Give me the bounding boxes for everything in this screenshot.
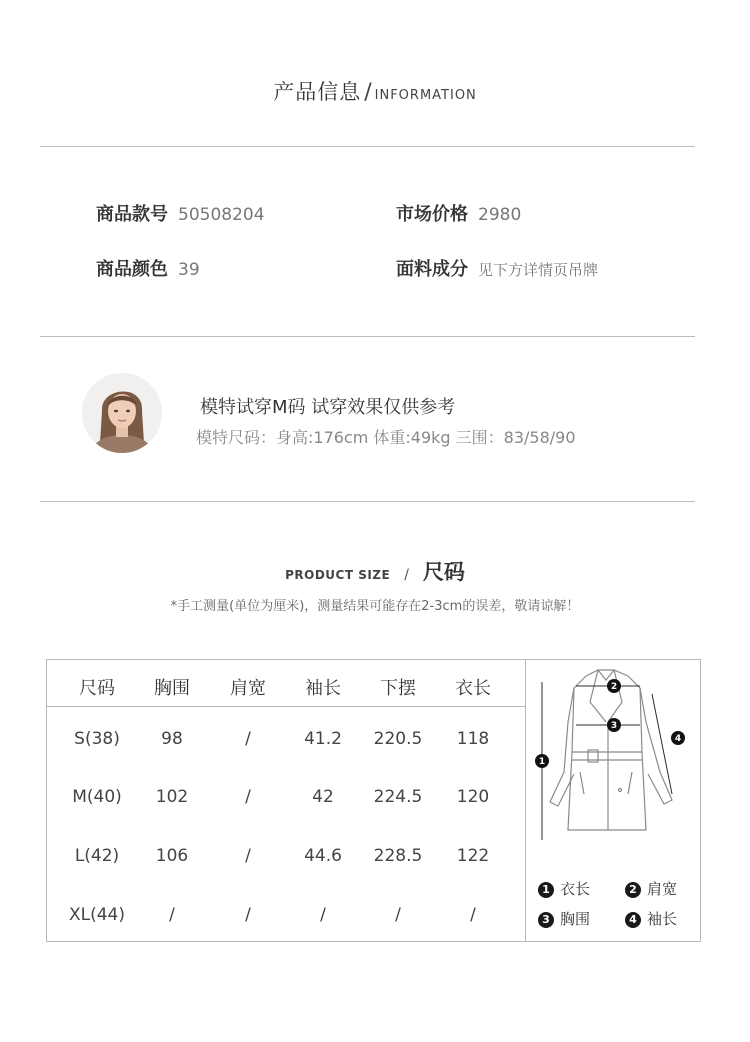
table-header-shoulder: 肩宽: [230, 678, 266, 699]
table-header-length: 衣长: [455, 678, 491, 699]
marker-2: 2: [610, 682, 618, 692]
model-fit-title: 模特试穿M码 试穿效果仅供参考: [200, 397, 456, 418]
table-cell: 106: [155, 846, 189, 866]
table-header-sleeve: 袖长: [305, 678, 341, 699]
legend-label: 肩宽: [647, 880, 678, 898]
info-title-separator: /: [364, 80, 372, 105]
table-cell: /: [245, 905, 251, 925]
marker-3: 3: [610, 721, 618, 731]
marker-1: 1: [538, 757, 546, 767]
table-header-rule: [46, 706, 525, 707]
table-header-size: 尺码: [79, 678, 115, 699]
size-section-title: [0, 556, 750, 586]
legend-number: 3: [538, 912, 554, 928]
model-avatar: [82, 373, 162, 453]
table-cell: /: [245, 846, 251, 866]
table-cell: 224.5: [373, 787, 423, 807]
table-header-hem: 下摆: [380, 678, 416, 699]
legend-label: 衣长: [560, 880, 591, 898]
table-cell: S(38): [74, 729, 120, 749]
marker-4: 4: [674, 734, 682, 744]
coat-diagram: [528, 662, 698, 862]
info-title-en: INFORMATION: [374, 88, 477, 103]
field-style-number: [96, 200, 265, 226]
table-cell: /: [395, 905, 401, 925]
table-cell: 118: [456, 729, 490, 749]
field-color: [96, 255, 200, 281]
field-label: 面料成分: [396, 259, 468, 280]
table-cell: /: [470, 905, 476, 925]
size-title-cn: 尺码: [422, 560, 465, 584]
field-value: 见下方详情页吊牌: [478, 261, 599, 279]
field-value: 39: [178, 260, 200, 280]
table-cell: 102: [155, 787, 189, 807]
divider: [40, 146, 695, 147]
table-cell: 228.5: [373, 846, 423, 866]
model-portrait-icon: [82, 373, 162, 453]
table-divider: [525, 659, 526, 942]
table-cell: 44.6: [304, 846, 342, 866]
table-cell: L(42): [74, 846, 120, 866]
legend-item: [538, 878, 590, 899]
legend-item: [538, 908, 590, 929]
info-section-title: [0, 76, 750, 106]
measurement-note: *手工测量(单位为厘米)，测量结果可能存在2-3cm的误差，敬请谅解！: [170, 599, 580, 614]
field-value: 50508204: [178, 205, 265, 225]
legend-item: [625, 878, 677, 899]
field-market-price: [396, 200, 521, 226]
table-cell: 220.5: [373, 729, 423, 749]
table-header-chest: 胸围: [154, 678, 190, 699]
field-fabric: [396, 255, 598, 281]
table-cell: XL(44): [68, 905, 125, 925]
table-cell: 42: [312, 787, 334, 807]
coat-outline-icon: [528, 662, 698, 862]
field-label: 商品款号: [96, 204, 168, 225]
table-cell: 41.2: [304, 729, 342, 749]
legend-number: 1: [538, 882, 554, 898]
legend-label: 袖长: [647, 910, 678, 928]
table-cell: /: [245, 729, 251, 749]
field-value: 2980: [478, 205, 522, 225]
model-measurements: 模特尺码：身高:176cm 体重:49kg 三围：83/58/90: [196, 428, 576, 447]
field-label: 商品颜色: [96, 259, 168, 280]
table-cell: /: [245, 787, 251, 807]
legend-number: 4: [625, 912, 641, 928]
divider: [40, 336, 695, 337]
size-title-separator: /: [404, 567, 409, 583]
table-cell: 98: [161, 729, 183, 749]
table-cell: 120: [456, 787, 490, 807]
legend-item: [625, 908, 677, 929]
table-cell: /: [320, 905, 326, 925]
info-title-cn: 产品信息: [273, 80, 362, 104]
field-label: 市场价格: [396, 204, 468, 225]
table-cell: 122: [456, 846, 490, 866]
legend-number: 2: [625, 882, 641, 898]
divider: [40, 501, 695, 502]
table-cell: /: [169, 905, 175, 925]
size-title-en: PRODUCT SIZE: [285, 568, 391, 582]
table-cell: M(40): [72, 787, 122, 807]
legend-label: 胸围: [560, 910, 591, 928]
